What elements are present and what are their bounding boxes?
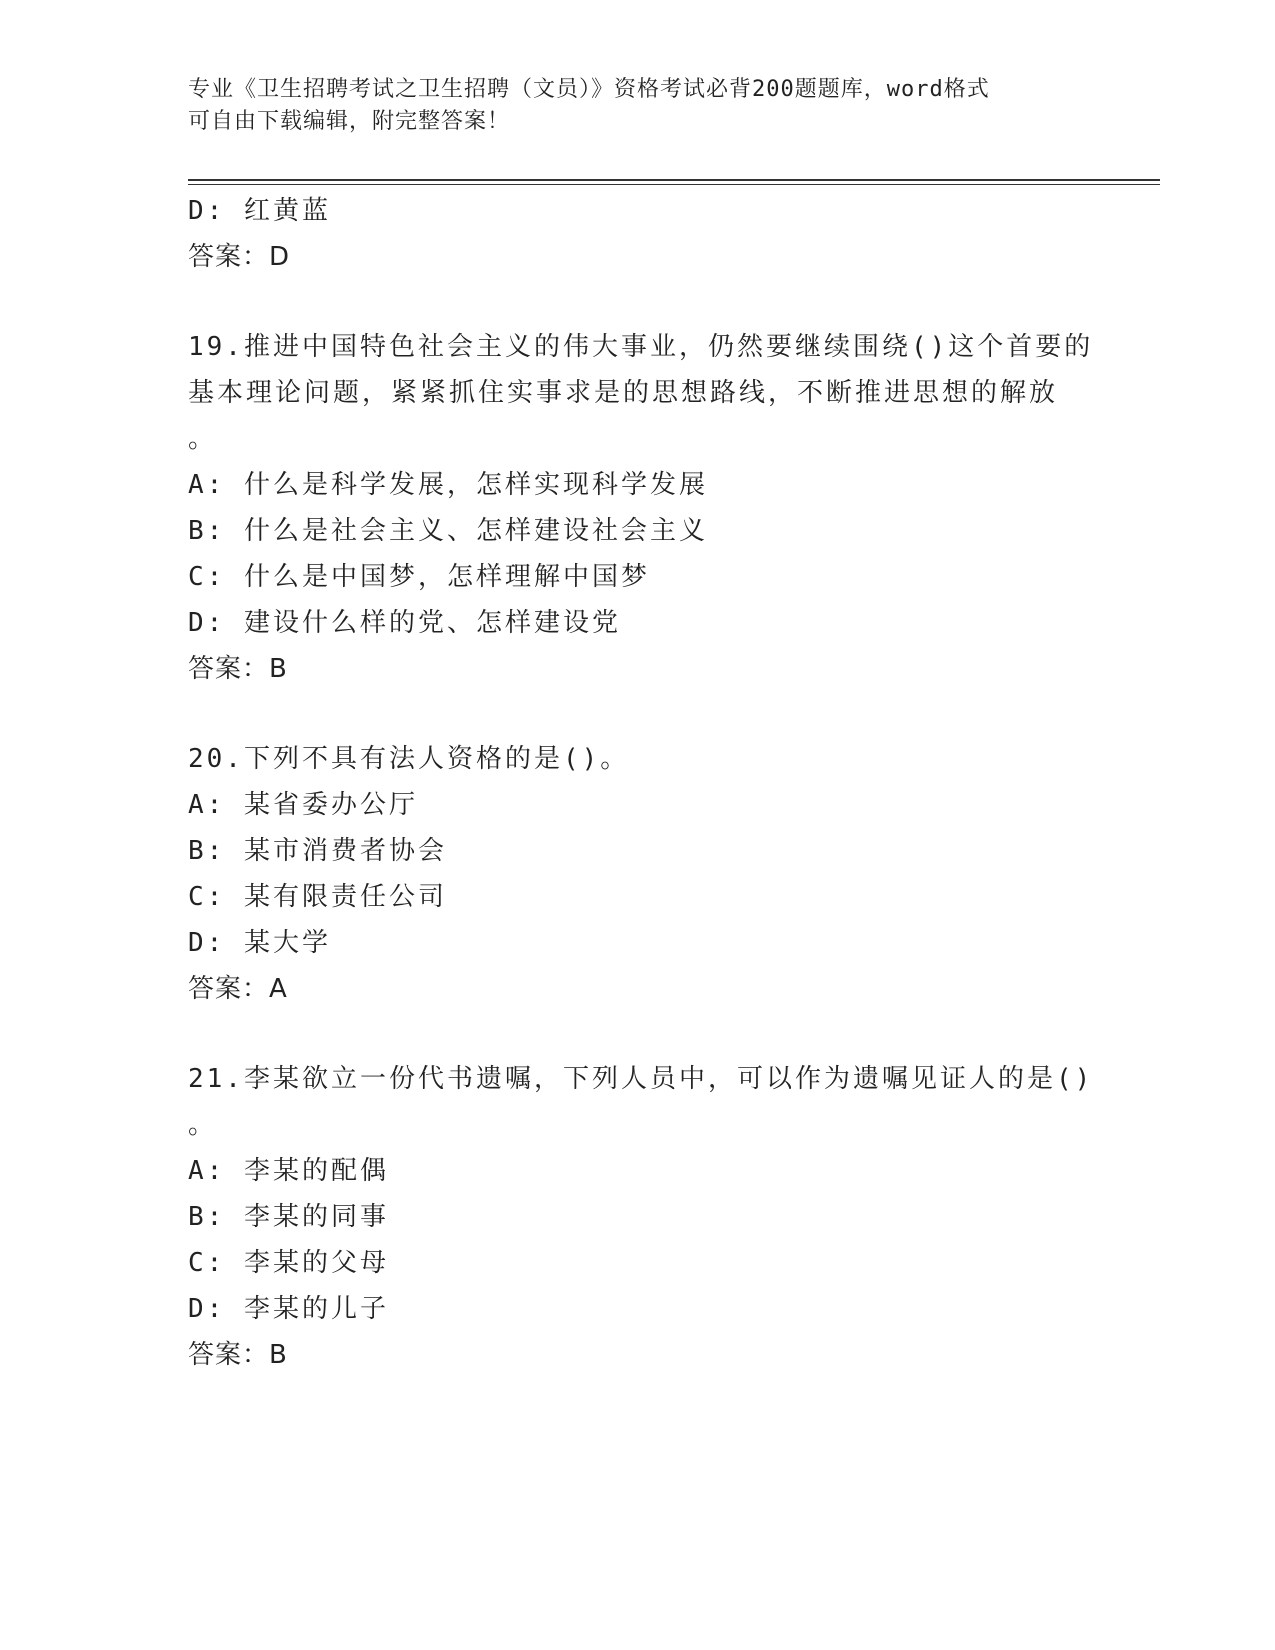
header-divider bbox=[188, 179, 1160, 185]
option-a: A: 李某的配偶 bbox=[188, 1156, 389, 1186]
page-header bbox=[188, 74, 1088, 138]
option-d: D: 红黄蓝 bbox=[188, 196, 331, 226]
question-20 bbox=[188, 736, 1088, 1012]
option-d: D: 某大学 bbox=[188, 928, 331, 958]
question-text: 。 bbox=[188, 1110, 218, 1140]
option-c: C: 李某的父母 bbox=[188, 1248, 389, 1278]
option-d: D: 建设什么样的党、怎样建设党 bbox=[188, 608, 621, 638]
option-a: A: 什么是科学发展，怎样实现科学发展 bbox=[188, 470, 708, 500]
option-b: B: 某市消费者协会 bbox=[188, 836, 447, 866]
answer: 答案：D bbox=[188, 242, 291, 272]
question-text: 20.下列不具有法人资格的是()。 bbox=[188, 744, 630, 774]
answer: 答案：B bbox=[188, 1340, 288, 1370]
header-title-line-1: 专业《卫生招聘考试之卫生招聘（文员）》资格考试必背200题题库，word格式 bbox=[188, 77, 990, 102]
question-21 bbox=[188, 1056, 1094, 1378]
question-text: 基本理论问题，紧紧抓住实事求是的思想路线，不断推进思想的解放 bbox=[188, 378, 1059, 408]
option-b: B: 李某的同事 bbox=[188, 1202, 389, 1232]
spacer bbox=[188, 1012, 1088, 1056]
answer: 答案：B bbox=[188, 654, 288, 684]
option-a: A: 某省委办公厅 bbox=[188, 790, 418, 820]
option-c: C: 某有限责任公司 bbox=[188, 882, 447, 912]
document-body bbox=[188, 188, 1094, 1378]
question-text: 21.李某欲立一份代书遗嘱，下列人员中，可以作为遗嘱见证人的是() bbox=[188, 1064, 1094, 1094]
question-19 bbox=[188, 324, 1094, 692]
option-c: C: 什么是中国梦，怎样理解中国梦 bbox=[188, 562, 650, 592]
option-b: B: 什么是社会主义、怎样建设社会主义 bbox=[188, 516, 708, 546]
header-title-line-2: 可自由下载编辑，附完整答案！ bbox=[188, 109, 511, 134]
question-text: 19.推进中国特色社会主义的伟大事业，仍然要继续围绕()这个首要的 bbox=[188, 332, 1094, 362]
spacer bbox=[188, 280, 1088, 324]
answer: 答案：A bbox=[188, 974, 288, 1004]
option-d: D: 李某的儿子 bbox=[188, 1294, 389, 1324]
spacer bbox=[188, 692, 1088, 736]
question-text: 。 bbox=[188, 424, 218, 454]
